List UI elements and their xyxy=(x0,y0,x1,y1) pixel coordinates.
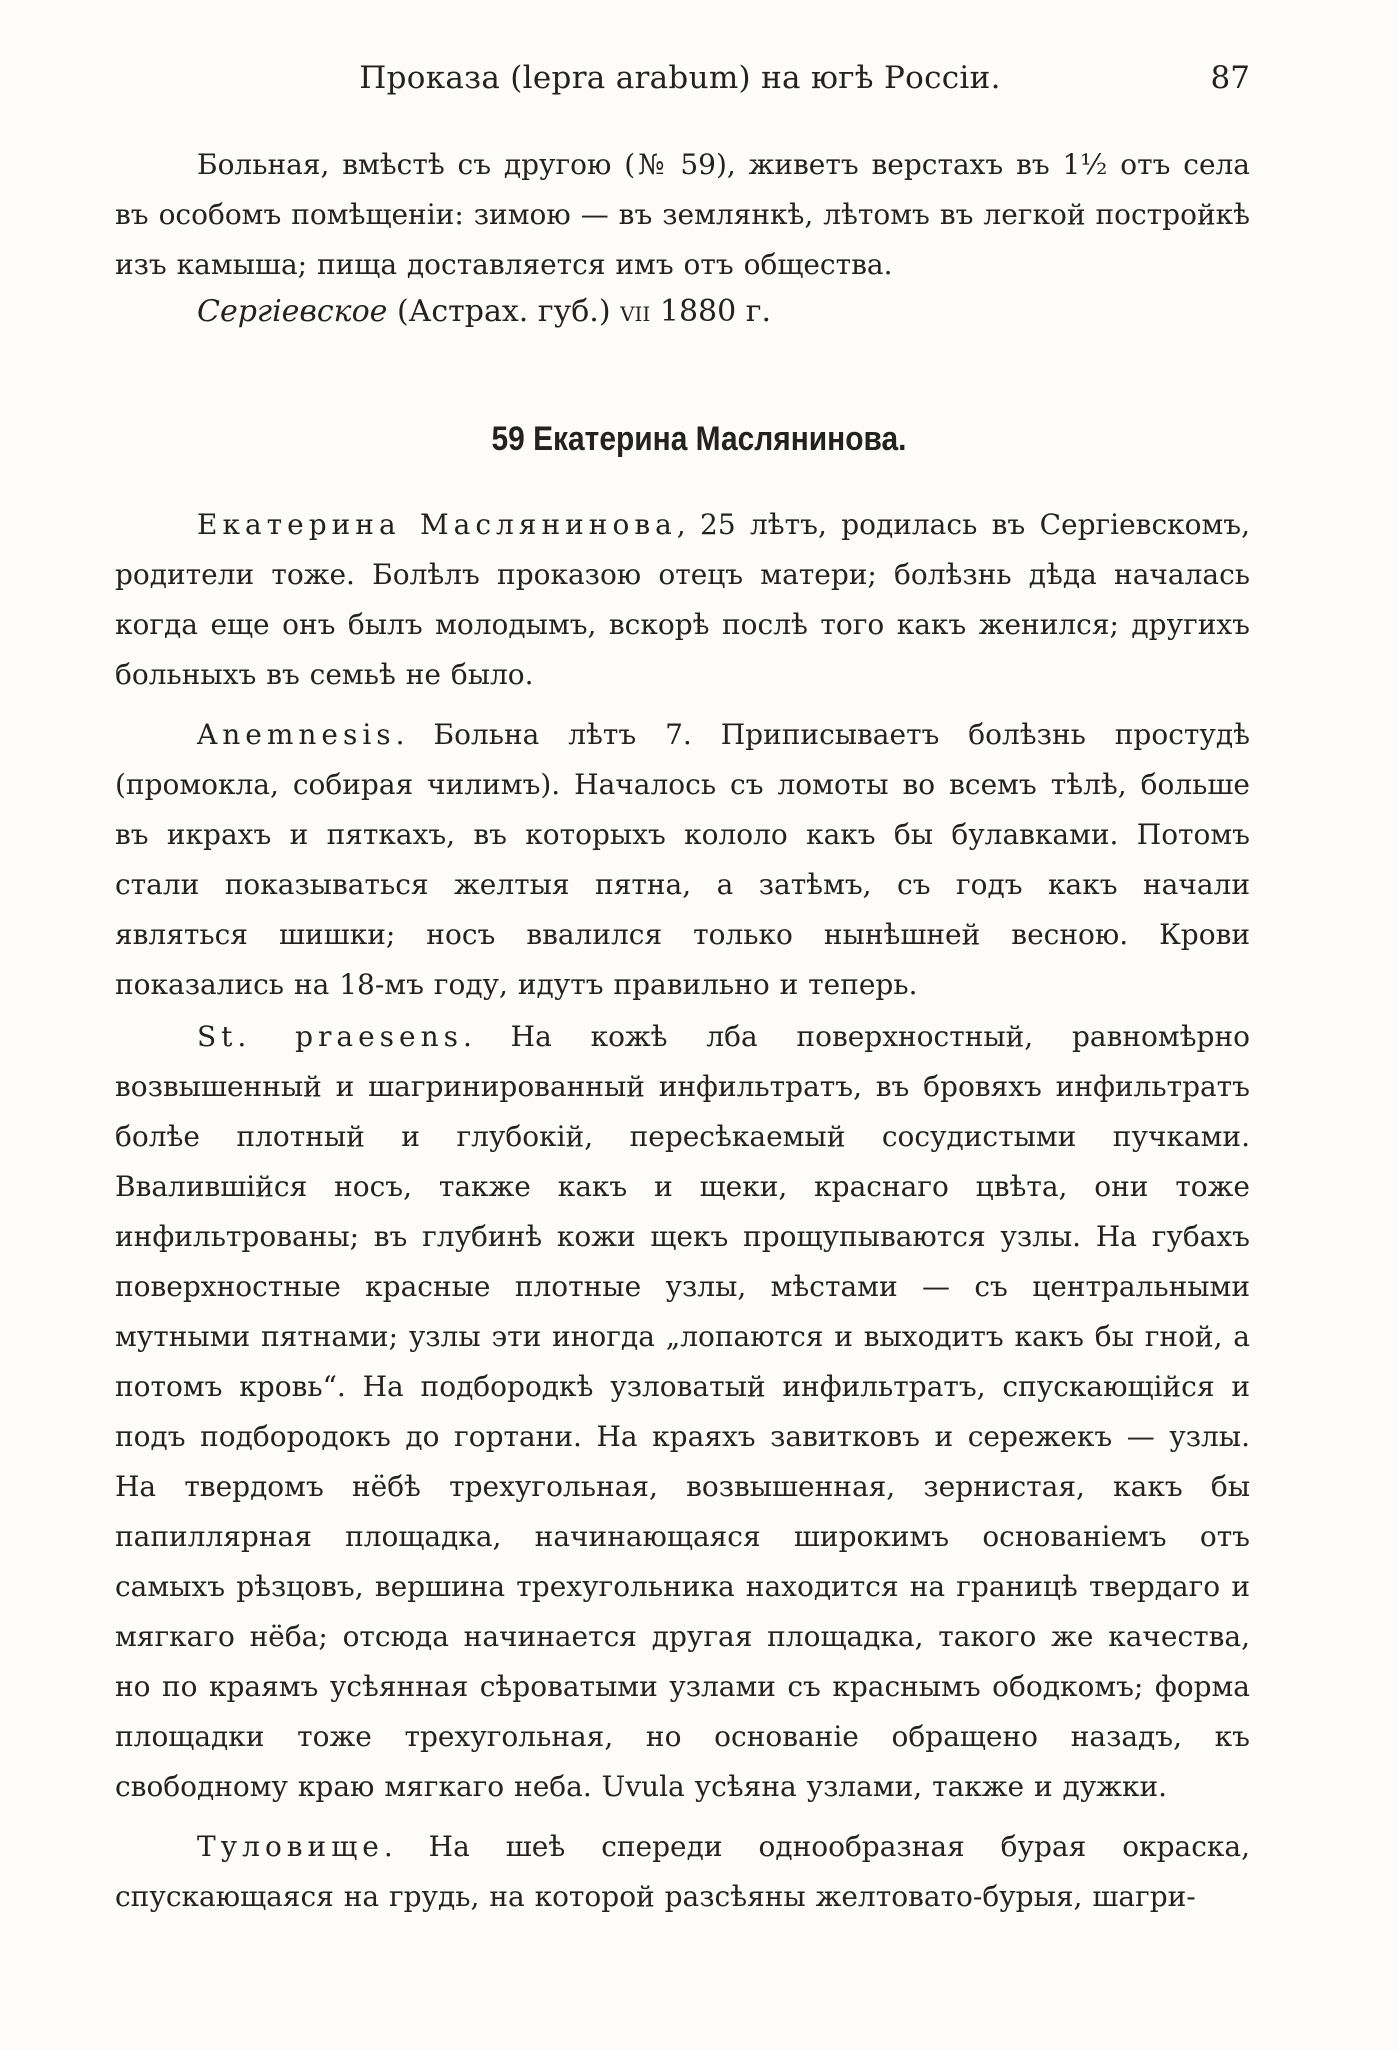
paragraph-lead: Екатерина Маслянинова xyxy=(197,508,677,541)
paragraph-lead: St. praesens xyxy=(197,1020,464,1053)
paragraph-text: , 25 лѣтъ, родилась въ Сергіевскомъ, родители тоже. Болѣлъ проказою отецъ матери; болѣзнь дѣда началась когда еще онъ былъ молодымъ, вскорѣ послѣ того какъ женился; другихъ больныхъ въ семьѣ не было. xyxy=(115,508,1250,691)
paragraph-lead: Anemnesis xyxy=(197,718,396,751)
paragraph-lead: Туловище xyxy=(197,1830,384,1863)
intro-block xyxy=(115,140,1250,290)
place-name: Сергіевское xyxy=(197,294,388,329)
page-number: 87 xyxy=(1210,60,1250,96)
place-region: (Астрах. губ.) xyxy=(387,294,621,329)
running-head xyxy=(110,60,1250,110)
place-date-line xyxy=(197,294,771,329)
case-heading: 59 Екатерина Маслянинова. xyxy=(491,420,907,458)
intro-paragraph: Больная, вмѣстѣ съ другою (№ 59), живетъ верстахъ въ 1½ отъ села въ особомъ помѣщеніи: зимою — въ землянкѣ, лѣтомъ въ легкой постройкѣ изъ камыша; пища доставляется имъ отъ общества. xyxy=(115,148,1250,281)
case-paragraph-family xyxy=(115,500,1250,700)
running-title: Проказа (lepra arabum) на югѣ Россіи. xyxy=(359,60,1001,96)
case-paragraph-anamnesis xyxy=(115,710,1250,1010)
year: 1880 г. xyxy=(650,294,772,329)
paragraph-text: . На шеѣ спереди однообразная бурая окраска, спускающаяся на грудь, на которой разсѣяны желтовато-бурыя, шагри- xyxy=(115,1830,1250,1913)
case-paragraph-status xyxy=(115,1012,1250,1812)
case-body xyxy=(115,500,1250,1922)
month-numeral: VII xyxy=(620,302,651,326)
paragraph-text: . На кожѣ лба поверхностный, равномѣрно возвышенный и шагринированный инфильтратъ, въ бровяхъ инфильтратъ болѣе плотный и глубокій, пересѣкаемый сосудистыми пучками. Ввалившійся носъ, также какъ и щеки, краснаго цвѣта, они тоже инфильтрованы; въ глубинѣ кожи щекъ прощупываются узлы. На губахъ поверхностные красные плотные узлы, мѣстами — съ центральными мутными пятнами; узлы эти иногда „лопаются и выходитъ какъ бы гной, а потомъ кровь“. На подбородкѣ узловатый инфильтратъ, спускающійся и подъ подбородокъ до гортани. На краяхъ завитковъ и сережекъ — узлы. На твердомъ нёбѣ трехугольная, возвышенная, зернистая, какъ бы папиллярная площадка, начинающаяся широкимъ основаніемъ отъ самыхъ рѣзцовъ, вершина трехугольника находится на границѣ твердаго и мягкаго нёба; отсюда начинается другая площадка, такого же качества, но по краямъ усѣянная сѣроватыми узлами съ краснымъ ободкомъ; форма площадки тоже трехугольная, но основаніе обращено назадъ, къ свободному краю мягкаго неба. Uvula усѣяна узлами, также и дужки. xyxy=(115,1020,1250,1803)
paragraph-text: . Больна лѣтъ 7. Приписываетъ болѣзнь простудѣ (промокла, собирая чилимъ). Началось съ ломоты во всемъ тѣлѣ, больше въ икрахъ и пяткахъ, въ которыхъ кололо какъ бы булавками. Потомъ стали показываться желтыя пятна, а затѣмъ, съ годъ какъ начали являться шишки; носъ ввалился только нынѣшней весною. Крови показались на 18-мъ году, идутъ правильно и теперь. xyxy=(115,718,1250,1001)
case-paragraph-torso xyxy=(115,1822,1250,1922)
